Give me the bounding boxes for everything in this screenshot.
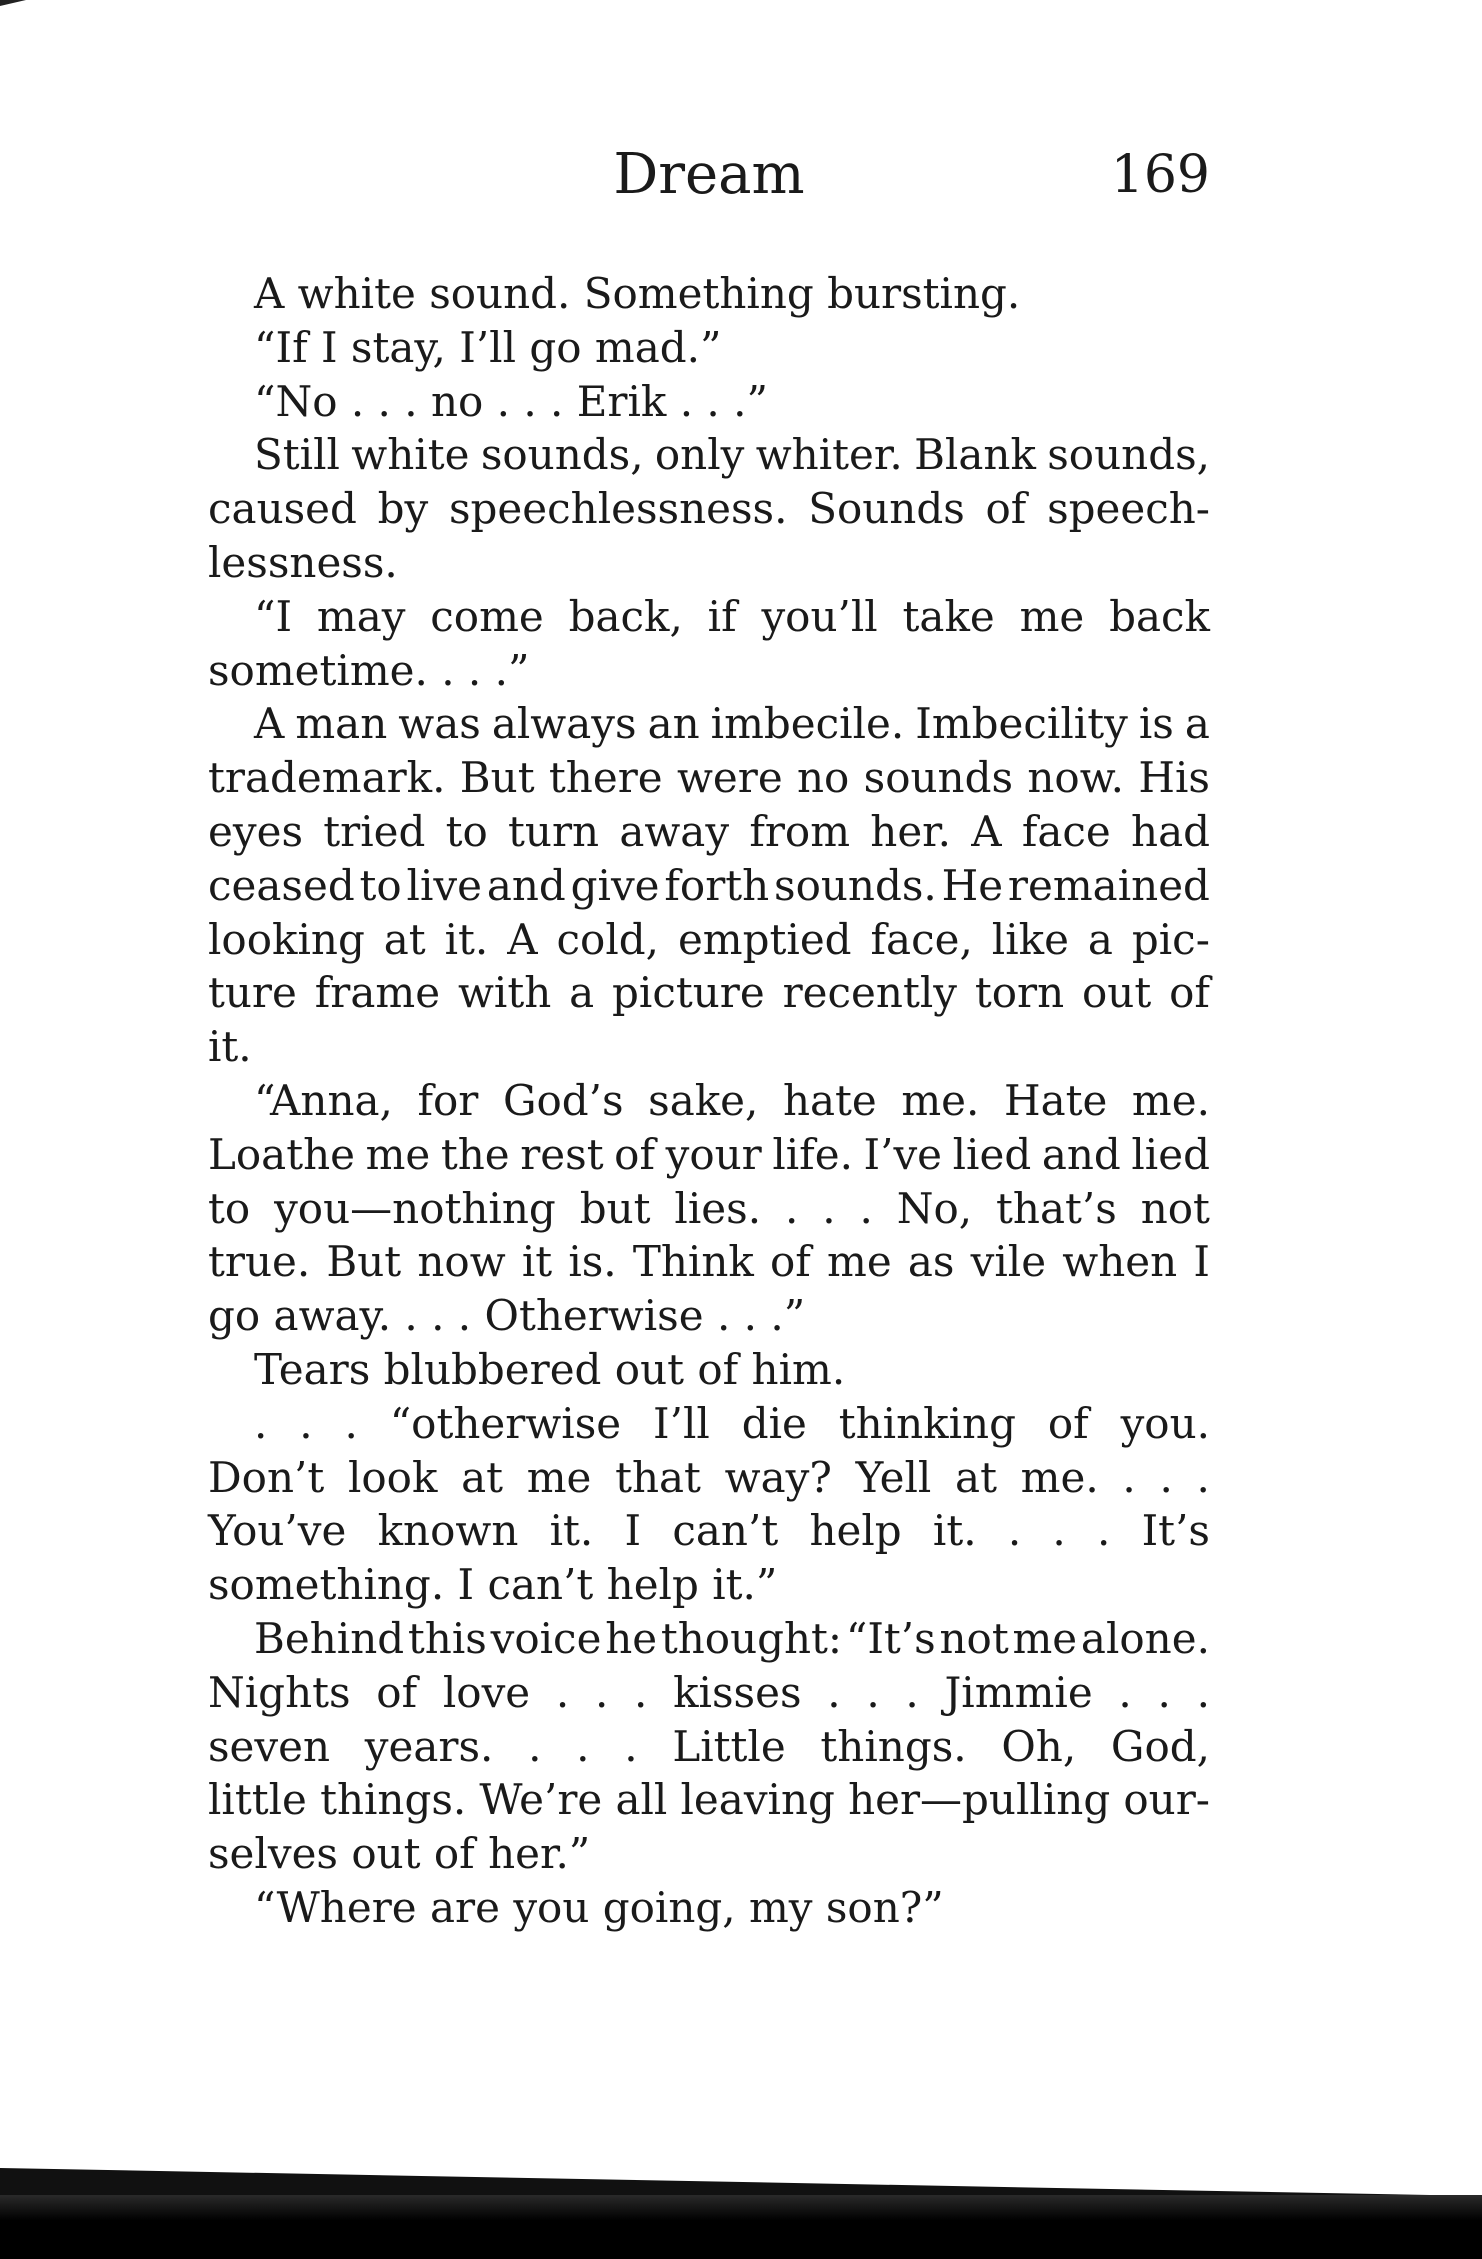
page-number: 169	[1110, 145, 1210, 205]
text-line: . . . “otherwise I’ll die thinking of you.	[254, 1398, 1210, 1448]
text-line: ceased to live and give forth sounds. He remained	[208, 860, 1210, 910]
text-line: You’ve known it. I can’t help it. . . . It’s	[208, 1506, 1210, 1556]
text-line: eyes tried to turn away from her. A face had	[208, 806, 1210, 856]
text-line: caused by speechlessness. Sounds of speech-	[208, 484, 1210, 534]
body-text	[208, 267, 1210, 1935]
text-line: it.	[208, 1022, 252, 1072]
text-line: sometime. . . .”	[208, 645, 530, 695]
text-line: A white sound. Something bursting.	[254, 269, 1021, 318]
scan-bottom-edge	[0, 2195, 1482, 2259]
text-line: true. But now it is. Think of me as vile when I	[208, 1237, 1210, 1287]
text-line: Still white sounds, only whiter. Blank sounds,	[254, 430, 1210, 480]
text-line: “Anna, for God’s sake, hate me. Hate me.	[254, 1075, 1210, 1125]
text-line: little things. We’re all leaving her—pulling our-	[208, 1775, 1210, 1825]
text-line: Don’t look at me that way? Yell at me. . . .	[208, 1452, 1210, 1502]
text-line: go away. . . . Otherwise . . .”	[208, 1291, 806, 1341]
page-header	[208, 140, 1210, 220]
text-line: selves out of her.”	[208, 1829, 591, 1879]
text-line: Behind this voice he thought: “It’s not me alone.	[254, 1613, 1210, 1663]
text-line: A man was always an imbecile. Imbecility is a	[254, 699, 1210, 749]
text-line: seven years. . . . Little things. Oh, God,	[208, 1721, 1210, 1771]
text-line: Nights of love . . . kisses . . . Jimmie . . .	[208, 1667, 1210, 1717]
text-line: Loathe me the rest of your life. I’ve lied and lied	[208, 1129, 1210, 1179]
text-line: “Where are you going, my son?”	[254, 1882, 944, 1932]
text-line: looking at it. A cold, emptied face, like a pic-	[208, 914, 1210, 964]
text-line: “I may come back, if you’ll take me back	[254, 591, 1210, 641]
text-line: “If I stay, I’ll go mad.”	[254, 322, 722, 372]
running-title: Dream	[613, 142, 805, 207]
text-line: something. I can’t help it.”	[208, 1560, 778, 1610]
text-line: to you—nothing but lies. . . . No, that’s not	[208, 1183, 1210, 1233]
text-line: trademark. But there were no sounds now. His	[208, 753, 1210, 803]
text-line: ture frame with a picture recently torn out of	[208, 968, 1210, 1018]
text-line: “No . . . no . . . Erik . . .”	[254, 376, 768, 426]
text-line: Tears blubbered out of him.	[254, 1344, 846, 1394]
text-line: lessness.	[208, 537, 398, 587]
scan-shadow	[0, 2168, 1482, 2196]
scan-corner-mark	[0, 0, 26, 6]
